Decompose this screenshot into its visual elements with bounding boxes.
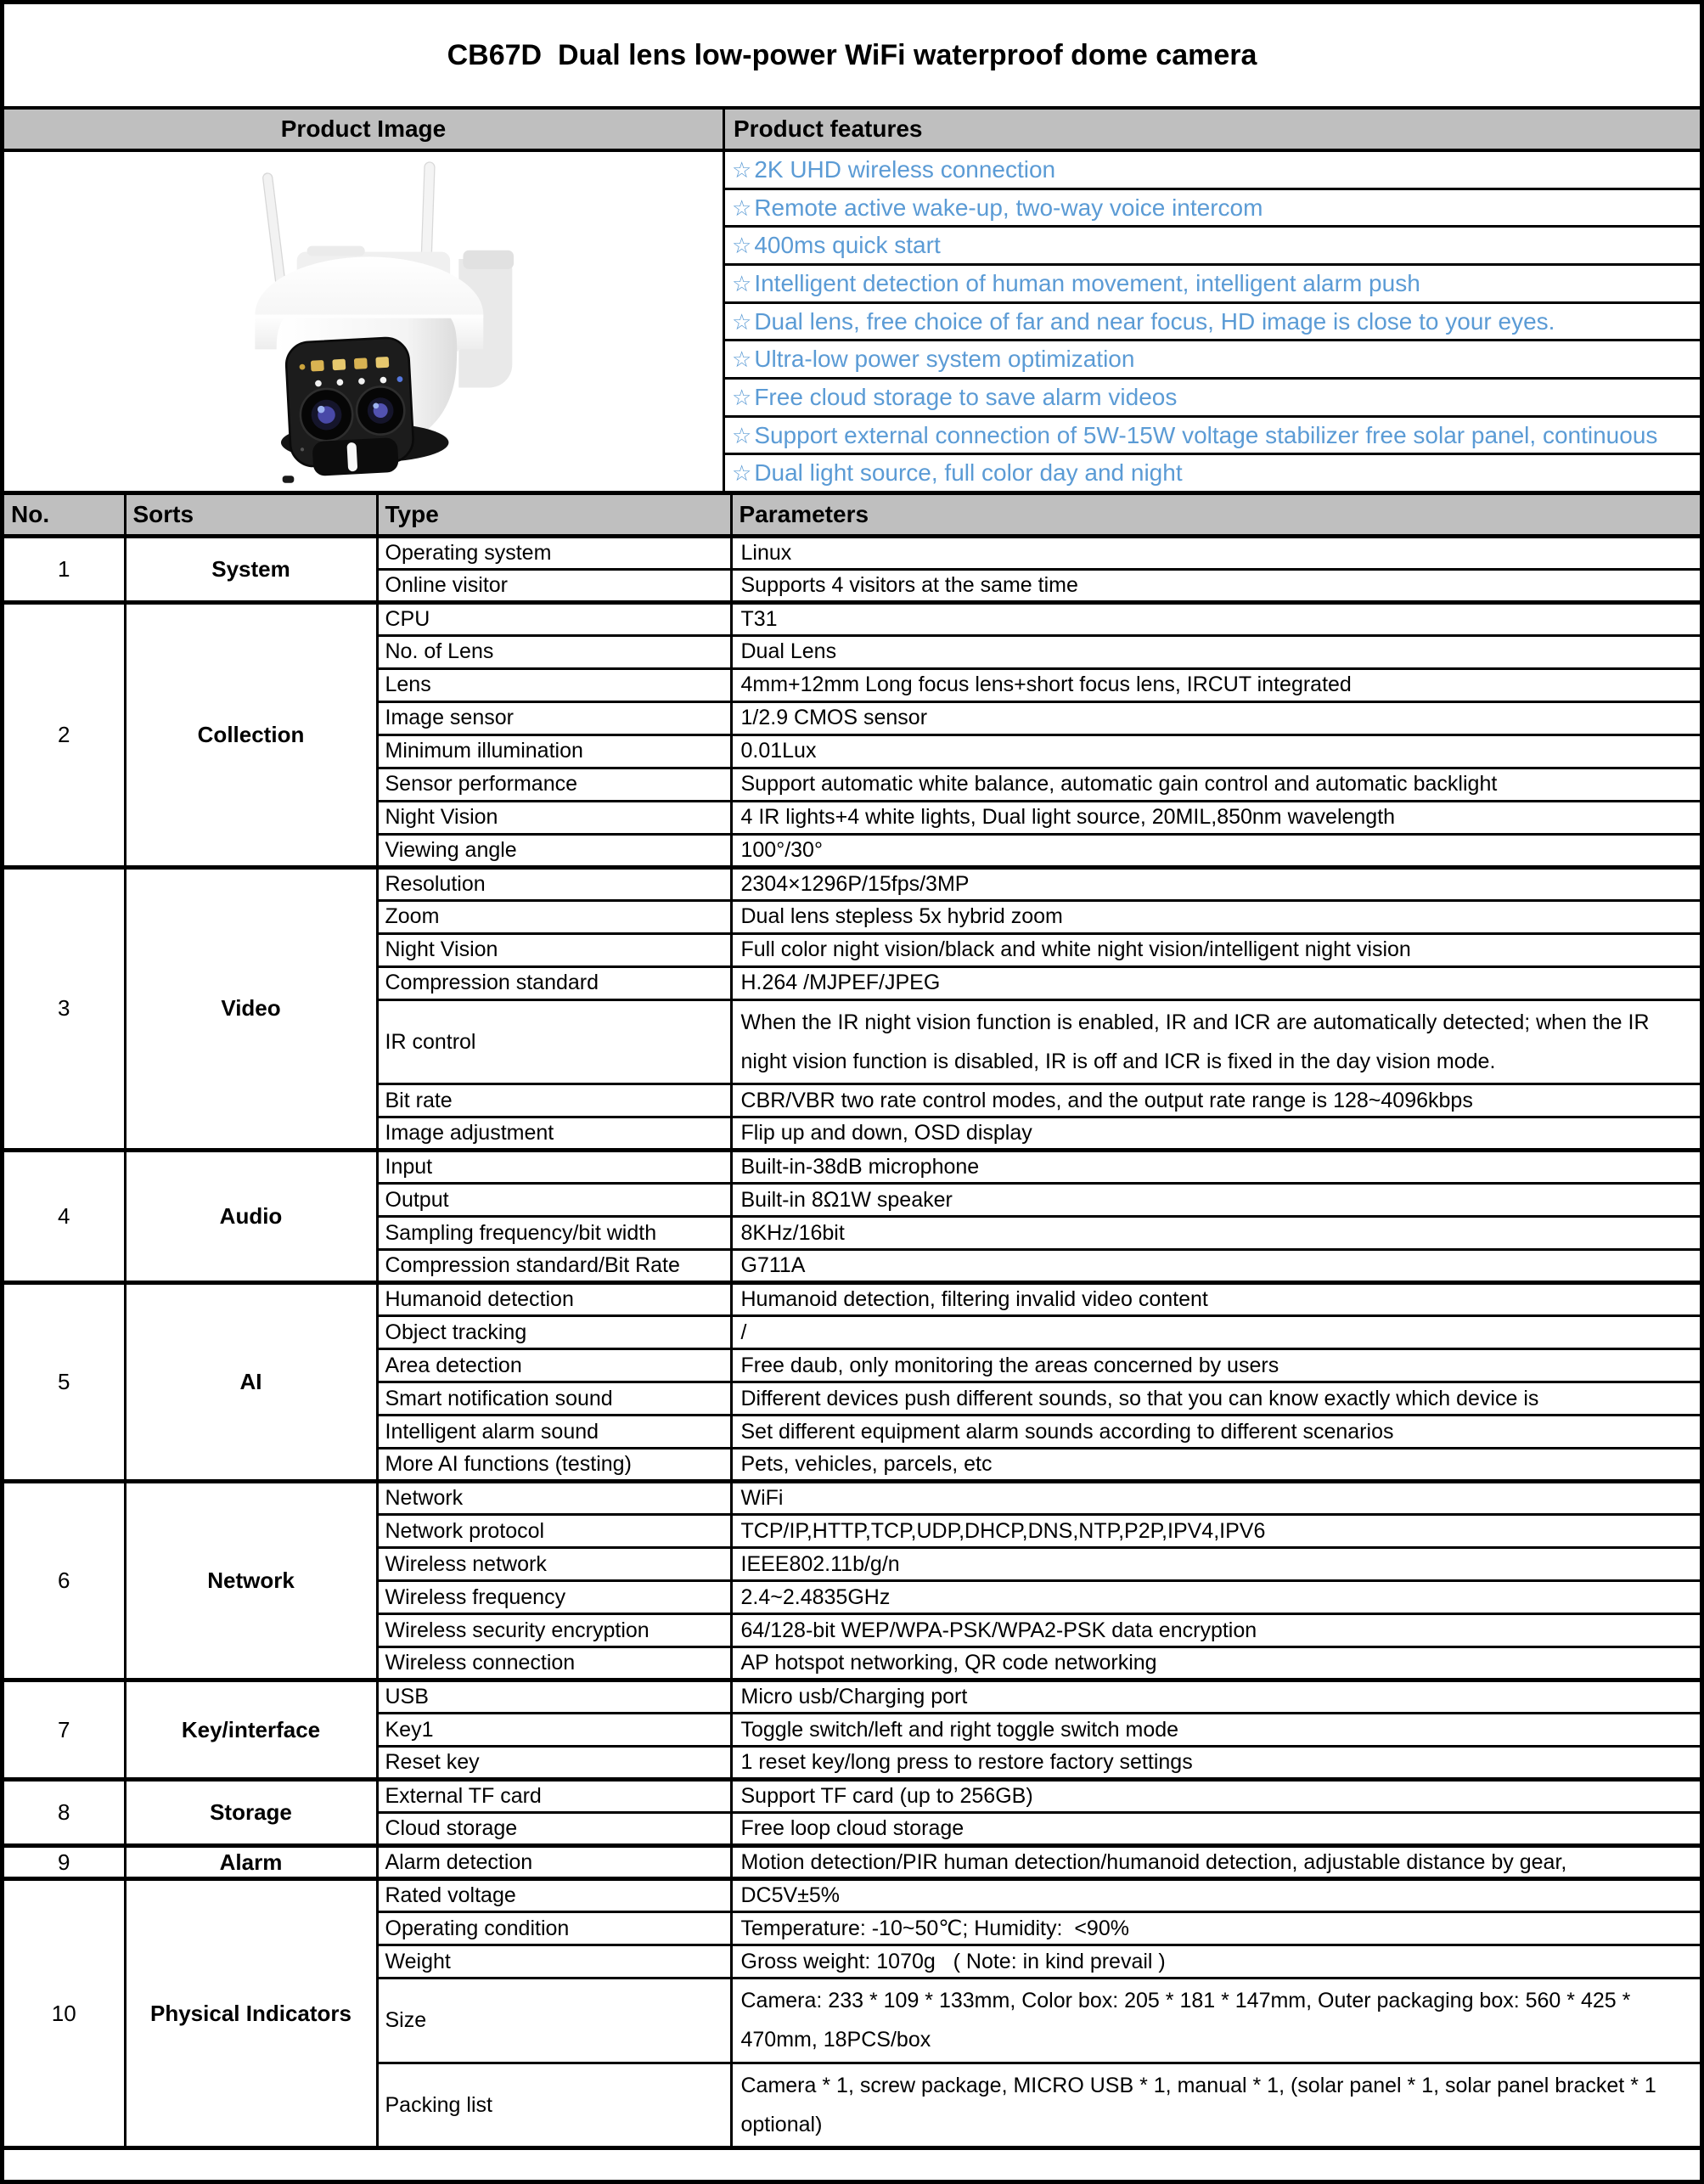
spec-param-cell: TCP/IP,HTTP,TCP,UDP,DHCP,DNS,NTP,P2P,IPV4,IPV6 — [731, 1515, 1700, 1548]
spec-type-cell: Network protocol — [377, 1515, 731, 1548]
section-name-cell: Key/interface — [125, 1680, 377, 1780]
header-sorts: Sorts — [125, 495, 377, 536]
section-number-cell: 1 — [4, 536, 125, 602]
spec-param-cell: Support automatic white balance, automatic gain control and automatic backlight — [731, 768, 1700, 801]
section-number-cell: 8 — [4, 1780, 125, 1846]
spec-type-cell: Humanoid detection — [377, 1283, 731, 1316]
section-number-cell: 4 — [4, 1151, 125, 1283]
spec-param-cell: Flip up and down, OSD display — [731, 1117, 1700, 1151]
spec-type-cell: Smart notification sound — [377, 1382, 731, 1416]
feature-text: Support external connection of 5W-15W voltage stabilizer free solar panel, continuous — [754, 421, 1658, 448]
spec-type-cell: Wireless network — [377, 1548, 731, 1581]
spec-param-cell: Built-in-38dB microphone — [731, 1151, 1700, 1184]
spec-param-cell: When the IR night vision function is enabled, IR and ICR are automatically detected; when the IR night vision function is disabled, IR is off and ICR is fixed in the day vision mode. — [731, 999, 1700, 1084]
product-row — [4, 152, 1700, 495]
section-number-cell: 7 — [4, 1680, 125, 1780]
spec-row — [4, 1283, 1700, 1316]
spec-row — [4, 1846, 1700, 1879]
spec-row — [4, 1680, 1700, 1714]
spec-type-cell: Packing list — [377, 2063, 731, 2146]
camera-product-image — [164, 152, 563, 491]
spec-type-cell: Bit rate — [377, 1084, 731, 1117]
spec-type-cell: Operating system — [377, 536, 731, 569]
spec-row — [4, 536, 1700, 569]
spec-param-cell: Dual lens stepless 5x hybrid zoom — [731, 900, 1700, 933]
spec-type-cell: Night Vision — [377, 801, 731, 834]
spec-table-body — [4, 536, 1700, 2146]
spec-param-cell: Temperature: -10~50℃; Humidity: <90% — [731, 1912, 1700, 1945]
header-type: Type — [377, 495, 731, 536]
feature-row — [725, 341, 1700, 380]
spec-param-cell: Supports 4 visitors at the same time — [731, 569, 1700, 602]
product-image-cell — [4, 152, 725, 491]
product-header-row — [4, 106, 1700, 152]
spec-type-cell: Network — [377, 1482, 731, 1515]
spec-param-cell: 100°/30° — [731, 834, 1700, 867]
spec-param-cell: 2304×1296P/15fps/3MP — [731, 867, 1700, 900]
section-name-cell: AI — [125, 1283, 377, 1482]
spec-type-cell: Key1 — [377, 1714, 731, 1747]
feature-row — [725, 380, 1700, 418]
spec-type-cell: Wireless frequency — [377, 1581, 731, 1614]
section-number-cell: 2 — [4, 602, 125, 867]
spec-param-cell: Camera * 1, screw package, MICRO USB * 1, manual * 1, (solar panel * 1, solar panel bracket * 1 optional) — [731, 2063, 1700, 2146]
feature-row — [725, 152, 1700, 190]
star-icon: ☆ — [732, 233, 752, 259]
section-number-cell: 3 — [4, 867, 125, 1151]
spec-row — [4, 1482, 1700, 1515]
star-icon: ☆ — [732, 422, 752, 448]
spec-param-cell: Support TF card (up to 256GB) — [731, 1780, 1700, 1813]
page-title: CB67D Dual lens low-power WiFi waterproof dome camera — [447, 38, 1257, 71]
feature-text: Remote active wake-up, two-way voice intercom — [754, 194, 1263, 221]
spec-row — [4, 1780, 1700, 1813]
spec-row — [4, 1151, 1700, 1184]
spec-type-cell: Sensor performance — [377, 768, 731, 801]
empty-footer-row — [4, 2146, 1700, 2180]
spec-param-cell: Full color night vision/black and white night vision/intelligent night vision — [731, 933, 1700, 966]
spec-type-cell: Lens — [377, 668, 731, 701]
spec-type-cell: Compression standard — [377, 966, 731, 999]
star-icon: ☆ — [732, 308, 752, 335]
spec-param-cell: Linux — [731, 536, 1700, 569]
spec-type-cell: Zoom — [377, 900, 731, 933]
feature-row — [725, 228, 1700, 266]
spec-header-row — [4, 495, 1700, 536]
star-icon: ☆ — [732, 346, 752, 373]
spec-type-cell: Wireless connection — [377, 1647, 731, 1680]
spec-type-cell: Image adjustment — [377, 1117, 731, 1151]
spec-type-cell: Operating condition — [377, 1912, 731, 1945]
spec-type-cell: USB — [377, 1680, 731, 1714]
section-name-cell: Physical Indicators — [125, 1879, 377, 2147]
spec-type-cell: Online visitor — [377, 569, 731, 602]
spec-param-cell: 4 IR lights+4 white lights, Dual light source, 20MIL,850nm wavelength — [731, 801, 1700, 834]
spec-type-cell: Intelligent alarm sound — [377, 1416, 731, 1449]
spec-param-cell: Micro usb/Charging port — [731, 1680, 1700, 1714]
spec-param-cell: H.264 /MJPEF/JPEG — [731, 966, 1700, 999]
section-name-cell: Network — [125, 1482, 377, 1680]
star-icon: ☆ — [732, 384, 752, 410]
spec-type-cell: Night Vision — [377, 933, 731, 966]
spec-row — [4, 867, 1700, 900]
spec-param-cell: Gross weight: 1070g ( Note: in kind prevail ) — [731, 1945, 1700, 1979]
spec-type-cell: External TF card — [377, 1780, 731, 1813]
spec-type-cell: Alarm detection — [377, 1846, 731, 1879]
star-icon: ☆ — [732, 460, 752, 487]
spec-param-cell: Free loop cloud storage — [731, 1813, 1700, 1846]
feature-text: Ultra-low power system optimization — [754, 346, 1135, 373]
spec-type-cell: Object tracking — [377, 1316, 731, 1349]
spec-row — [4, 1879, 1700, 1912]
spec-type-cell: Minimum illumination — [377, 735, 731, 768]
spec-type-cell: Weight — [377, 1945, 731, 1979]
spec-param-cell: G711A — [731, 1250, 1700, 1283]
section-number-cell: 9 — [4, 1846, 125, 1879]
spec-type-cell: No. of Lens — [377, 635, 731, 668]
spec-type-cell: Area detection — [377, 1349, 731, 1382]
spec-param-cell: Toggle switch/left and right toggle switch mode — [731, 1714, 1700, 1747]
star-icon: ☆ — [732, 270, 752, 296]
spec-param-cell: Dual Lens — [731, 635, 1700, 668]
feature-row — [725, 418, 1700, 456]
spec-type-cell: Wireless security encryption — [377, 1614, 731, 1647]
spec-param-cell: Camera: 233 * 109 * 133mm, Color box: 205 * 181 * 147mm, Outer packaging box: 560 * 425 * 470mm, 18PCS/box — [731, 1979, 1700, 2063]
spec-param-cell: Pets, vehicles, parcels, etc — [731, 1449, 1700, 1482]
header-no: No. — [4, 495, 125, 536]
feature-text: 2K UHD wireless connection — [754, 155, 1056, 183]
spec-param-cell: Humanoid detection, filtering invalid video content — [731, 1283, 1700, 1316]
spec-type-cell: Input — [377, 1151, 731, 1184]
product-features-header: Product features — [734, 115, 923, 142]
spec-type-cell: IR control — [377, 999, 731, 1084]
spec-param-cell: AP hotspot networking, QR code networking — [731, 1647, 1700, 1680]
spec-param-cell: / — [731, 1316, 1700, 1349]
feature-row — [725, 455, 1700, 491]
spec-param-cell: T31 — [731, 602, 1700, 635]
spec-row — [4, 602, 1700, 635]
spec-param-cell: Free daub, only monitoring the areas concerned by users — [731, 1349, 1700, 1382]
star-icon: ☆ — [732, 194, 752, 221]
features-list — [725, 152, 1700, 491]
feature-text: 400ms quick start — [754, 232, 941, 259]
spec-type-cell: Compression standard/Bit Rate — [377, 1250, 731, 1283]
spec-param-cell: Motion detection/PIR human detection/humanoid detection, adjustable distance by gear, — [731, 1846, 1700, 1879]
spec-type-cell: More AI functions (testing) — [377, 1449, 731, 1482]
spec-param-cell: WiFi — [731, 1482, 1700, 1515]
spec-param-cell: Set different equipment alarm sounds according to different scenarios — [731, 1416, 1700, 1449]
spec-param-cell: 1/2.9 CMOS sensor — [731, 701, 1700, 735]
feature-row — [725, 304, 1700, 342]
product-image-header: Product Image — [4, 110, 725, 149]
feature-row — [725, 190, 1700, 228]
spec-param-cell: 4mm+12mm Long focus lens+short focus lens, IRCUT integrated — [731, 668, 1700, 701]
section-name-cell: Audio — [125, 1151, 377, 1283]
spec-param-cell: 2.4~2.4835GHz — [731, 1581, 1700, 1614]
spec-param-cell: 8KHz/16bit — [731, 1217, 1700, 1250]
feature-text: Dual light source, full color day and night — [754, 459, 1183, 487]
spec-param-cell: DC5V±5% — [731, 1879, 1700, 1912]
section-name-cell: Alarm — [125, 1846, 377, 1879]
spec-type-cell: Reset key — [377, 1747, 731, 1780]
spec-param-cell: 64/128-bit WEP/WPA-PSK/WPA2-PSK data encryption — [731, 1614, 1700, 1647]
feature-text: Free cloud storage to save alarm videos — [754, 383, 1178, 410]
spec-type-cell: Rated voltage — [377, 1879, 731, 1912]
section-number-cell: 10 — [4, 1879, 125, 2147]
section-name-cell: System — [125, 536, 377, 602]
spec-type-cell: Sampling frequency/bit width — [377, 1217, 731, 1250]
spec-param-cell: 1 reset key/long press to restore factory settings — [731, 1747, 1700, 1780]
spec-type-cell: Image sensor — [377, 701, 731, 735]
section-name-cell: Collection — [125, 602, 377, 867]
spec-param-cell: Different devices push different sounds, so that you can know exactly which device is — [731, 1382, 1700, 1416]
spec-type-cell: Output — [377, 1184, 731, 1217]
section-name-cell: Video — [125, 867, 377, 1151]
spec-type-cell: CPU — [377, 602, 731, 635]
spec-type-cell: Size — [377, 1979, 731, 2063]
header-parameters: Parameters — [731, 495, 1700, 536]
spec-param-cell: 0.01Lux — [731, 735, 1700, 768]
section-number-cell: 6 — [4, 1482, 125, 1680]
spec-type-cell: Resolution — [377, 867, 731, 900]
feature-row — [725, 266, 1700, 304]
section-number-cell: 5 — [4, 1283, 125, 1482]
feature-text: Intelligent detection of human movement, intelligent alarm push — [754, 269, 1420, 296]
spec-param-cell: Built-in 8Ω1W speaker — [731, 1184, 1700, 1217]
spec-table — [4, 495, 1700, 2146]
spec-type-cell: Cloud storage — [377, 1813, 731, 1846]
spec-param-cell: IEEE802.11b/g/n — [731, 1548, 1700, 1581]
spec-type-cell: Viewing angle — [377, 834, 731, 867]
star-icon: ☆ — [732, 156, 752, 183]
section-name-cell: Storage — [125, 1780, 377, 1846]
spec-param-cell: CBR/VBR two rate control modes, and the output rate range is 128~4096kbps — [731, 1084, 1700, 1117]
feature-text: Dual lens, free choice of far and near focus, HD image is close to your eyes. — [754, 307, 1555, 335]
